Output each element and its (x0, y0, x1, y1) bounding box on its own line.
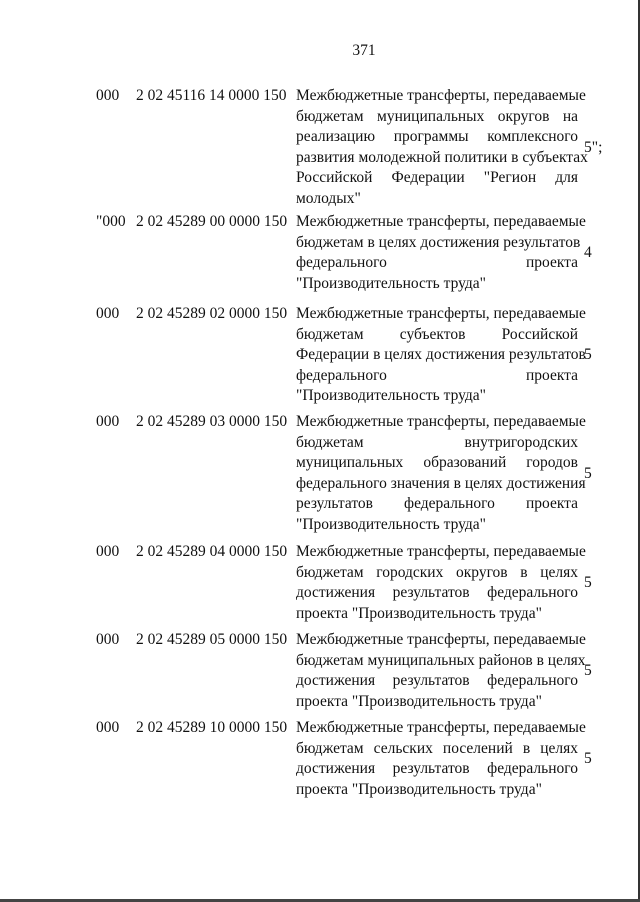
description-line: федерального проекта (296, 254, 578, 271)
description-line: Межбюджетные трансферты, передаваемые (296, 719, 586, 736)
budget-classification-code: 2 02 45289 00 0000 150 (136, 213, 288, 230)
admin-code: 000 (96, 87, 120, 104)
budget-classification-code: 2 02 45289 02 0000 150 (136, 305, 288, 322)
description-line: результатов федерального проекта (296, 495, 578, 512)
description-line: проекта "Производительность труда" (296, 692, 542, 710)
description-line: развития молодежной политики в субъектах (296, 148, 588, 166)
budget-classification-code: 2 02 45289 05 0000 150 (136, 631, 288, 648)
description-line: бюджетам городских округов в целях (296, 563, 578, 581)
description-line: бюджетам муниципальных округов на (296, 107, 578, 125)
description-line: бюджетам внутригородских (296, 433, 578, 451)
income-description (296, 630, 586, 712)
description-line: проекта "Производительность труда" (296, 604, 542, 622)
row-value: 5 (584, 750, 592, 767)
description-line: Межбюджетные трансферты, передаваемые (296, 305, 586, 322)
row-value: 5 (584, 574, 592, 591)
page-number: 371 (352, 42, 376, 59)
budget-classification-code: 2 02 45289 03 0000 150 (136, 413, 288, 430)
description-line: Межбюджетные трансферты, передаваемые (296, 631, 586, 648)
row-value: 5 (584, 662, 592, 679)
description-line: достижения результатов федерального (296, 760, 578, 777)
description-line: бюджетам муниципальных районов в целях (296, 651, 586, 669)
budget-classification-code: 2 02 45289 04 0000 150 (136, 543, 288, 560)
row-value: 5 (584, 346, 592, 363)
row-value: 4 (584, 244, 592, 261)
budget-classification-code: 2 02 45289 10 0000 150 (136, 719, 288, 736)
description-line: бюджетам в целях достижения результатов (296, 233, 581, 251)
description-line: реализацию программы комплексного (296, 128, 578, 145)
admin-code: "000 (96, 213, 126, 230)
income-description (296, 212, 586, 294)
description-line: муниципальных образований городов (296, 454, 578, 471)
description-line: бюджетам сельских поселений в целях (296, 739, 578, 757)
income-description (296, 86, 588, 209)
description-line: Федерации в целях достижения результатов (296, 346, 586, 363)
description-line: достижения результатов федерального (296, 672, 578, 689)
description-line: федерального значения в целях достижения (296, 474, 586, 492)
description-line: молодых" (296, 189, 361, 207)
row-value: 5"; (584, 139, 603, 156)
description-line: проекта "Производительность труда" (296, 780, 542, 798)
admin-code: 000 (96, 543, 120, 560)
description-line: Межбюджетные трансферты, передаваемые (296, 213, 586, 230)
row-value: 5 (584, 465, 592, 482)
description-line: "Производительность труда" (296, 274, 486, 292)
budget-classification-code: 2 02 45116 14 0000 150 (136, 87, 287, 104)
income-description (296, 542, 586, 624)
description-line: Российской Федерации "Регион для (296, 169, 578, 186)
description-line: бюджетам субъектов Российской (296, 325, 578, 343)
income-description (296, 412, 586, 535)
admin-code: 000 (96, 719, 120, 736)
description-line: Межбюджетные трансферты, передаваемые (296, 87, 586, 104)
income-description (296, 718, 586, 800)
description-line: "Производительность труда" (296, 387, 486, 404)
description-line: "Производительность труда" (296, 515, 486, 533)
admin-code: 000 (96, 413, 120, 430)
description-line: Межбюджетные трансферты, передаваемые (296, 543, 586, 560)
admin-code: 000 (96, 305, 120, 322)
description-line: Межбюджетные трансферты, передаваемые (296, 413, 586, 430)
admin-code: 000 (96, 631, 120, 648)
description-line: федерального проекта (296, 366, 578, 384)
income-description (296, 304, 586, 407)
description-line: достижения результатов федерального (296, 584, 578, 601)
